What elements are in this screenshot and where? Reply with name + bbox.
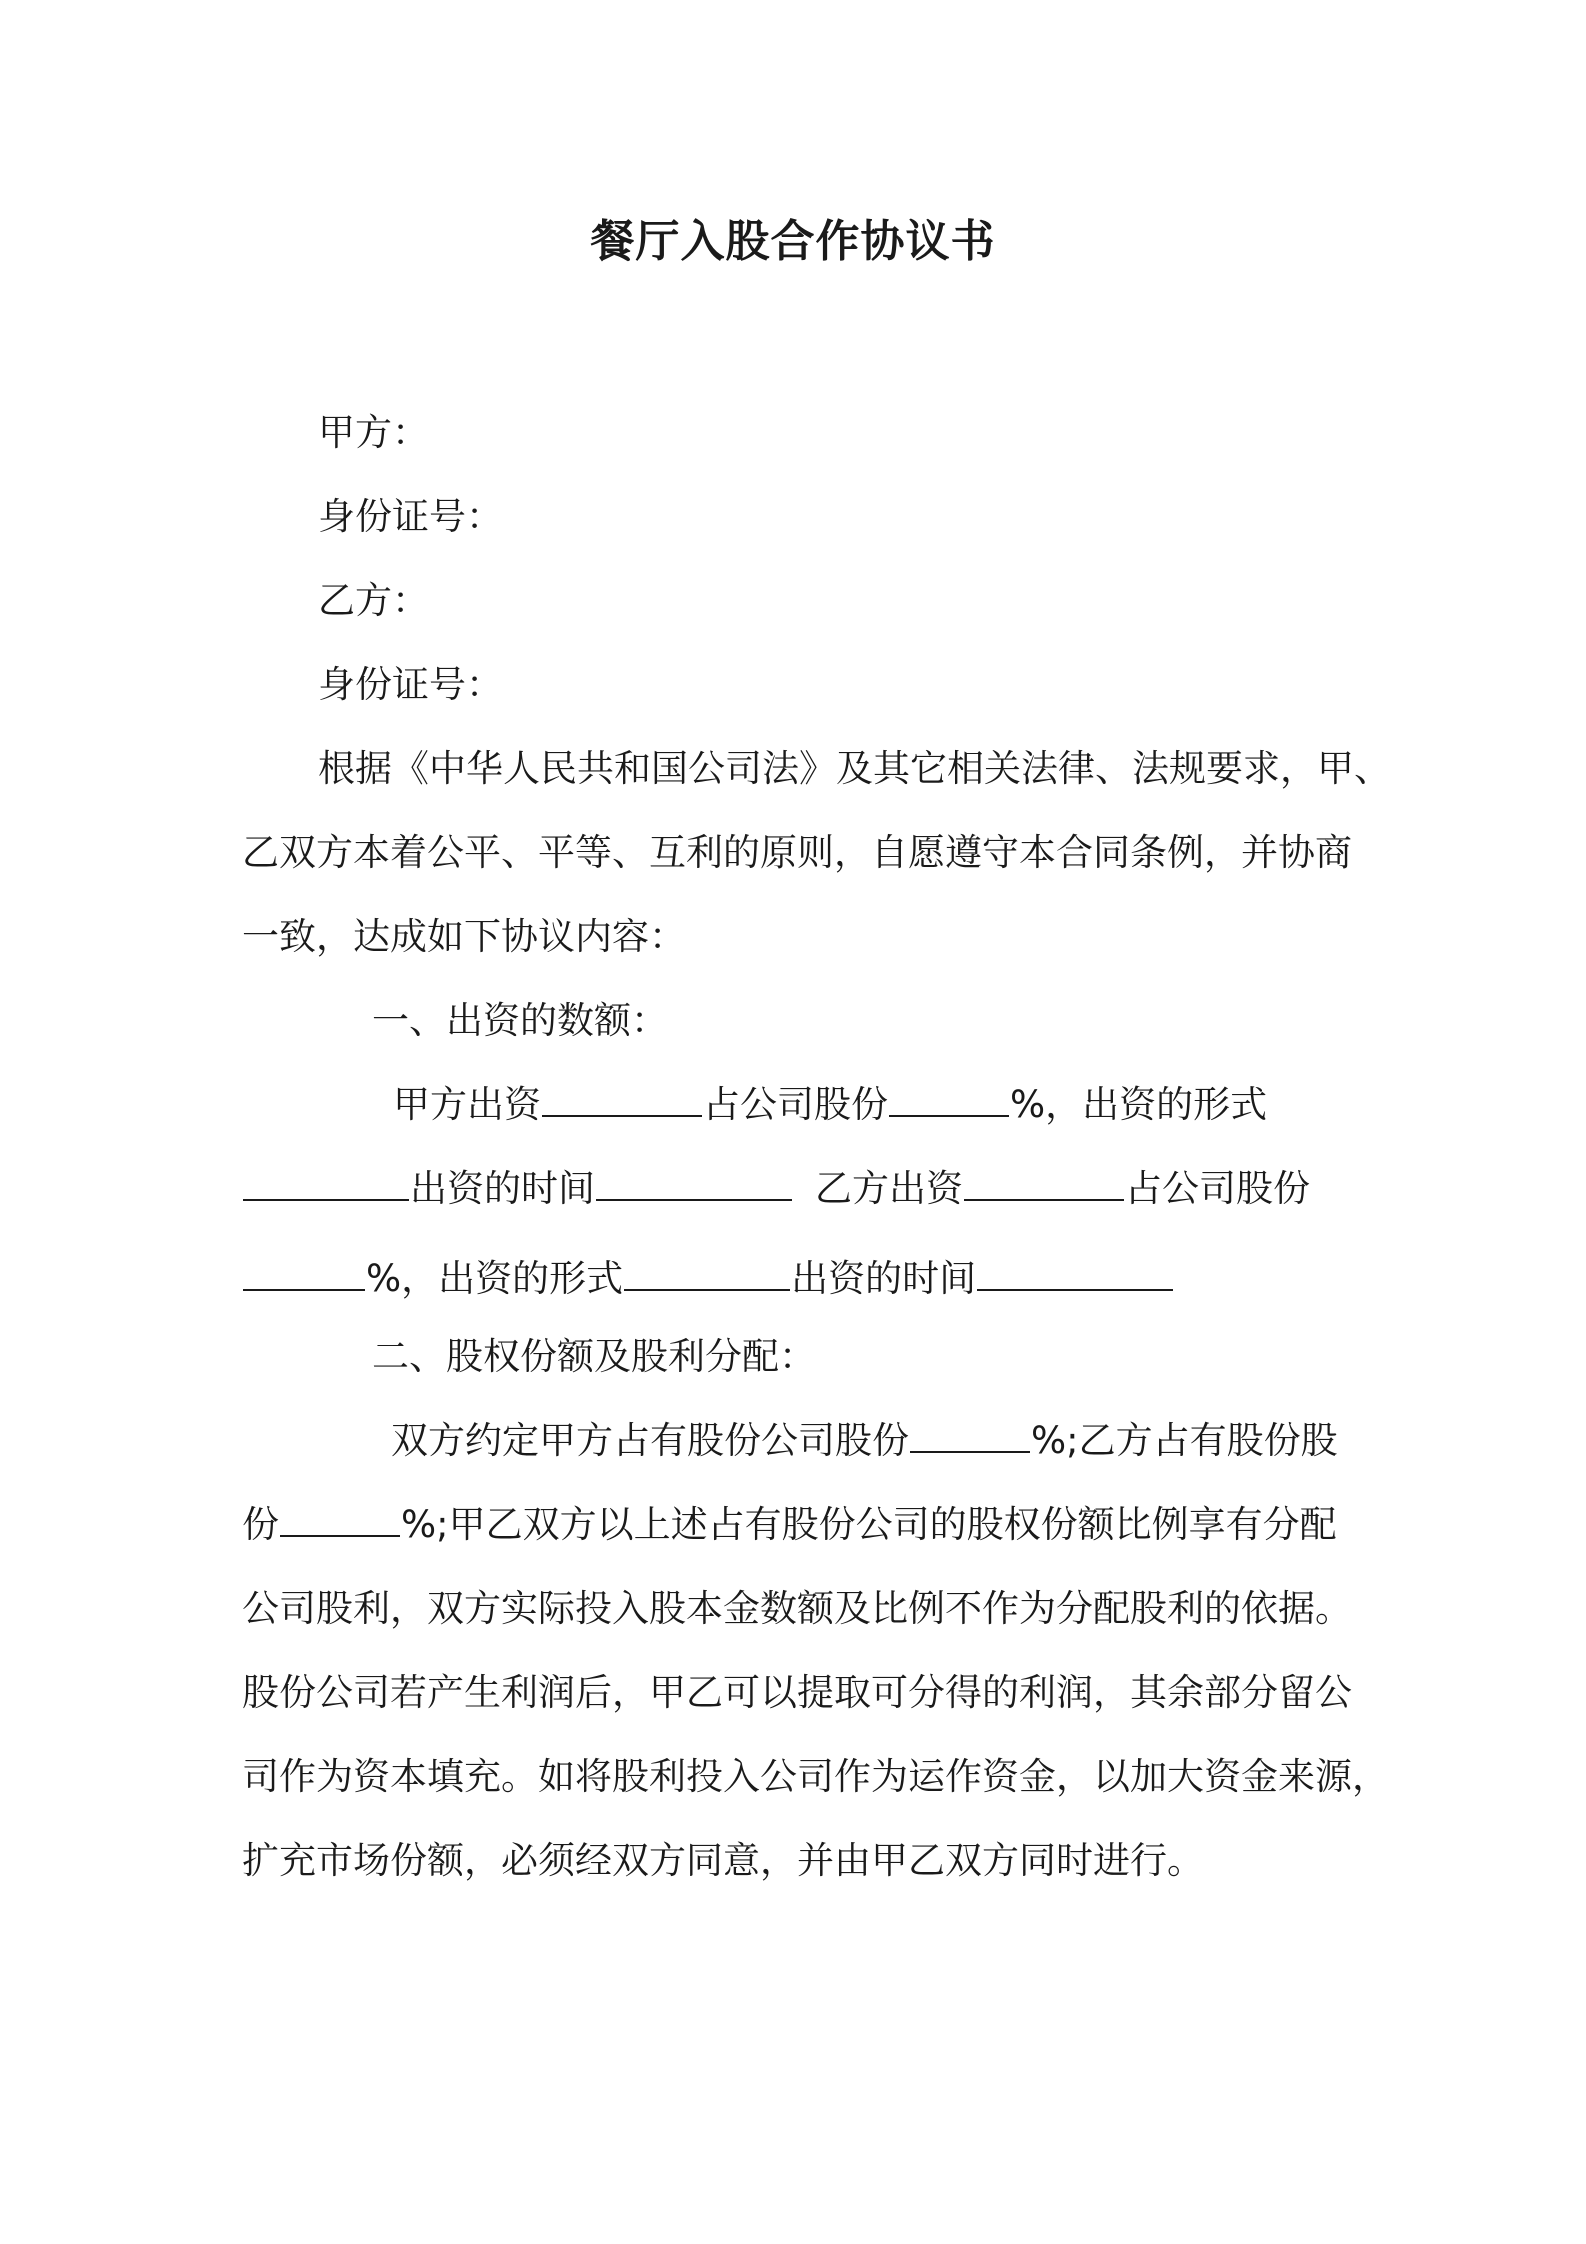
intro-line-3: 一致，达成如下协议内容： — [242, 915, 686, 958]
party-a-label: 甲方： — [318, 411, 429, 454]
party-a-id-label: 身份证号： — [318, 495, 503, 538]
section-2-body-line-1: 公司股利，双方实际投入股本金数额及比例不作为分配股利的依据。 — [242, 1587, 1352, 1630]
section-1-line-1-text-b: 占公司股份 — [703, 1083, 888, 1126]
party-b-equity-percent-blank[interactable] — [280, 1505, 400, 1537]
section-2-line-1 — [391, 1416, 1338, 1466]
section-1-line-2 — [242, 1164, 1310, 1214]
section-2-line-2 — [242, 1500, 1337, 1550]
intro-line-1: 根据《中华人民共和国公司法》及其它相关法律、法规要求，甲、 — [318, 747, 1391, 790]
party-a-investment-blank[interactable] — [542, 1085, 702, 1117]
party-a-investment-form-blank[interactable] — [243, 1169, 409, 1201]
party-b-share-percent-blank[interactable] — [243, 1259, 365, 1291]
section-1-line-2-text-c: 占公司股份 — [1125, 1167, 1310, 1210]
section-1-line-1-text-a: 甲方出资 — [393, 1083, 541, 1126]
intro-line-2: 乙双方本着公平、平等、互利的原则，自愿遵守本合同条例，并协商 — [242, 831, 1352, 874]
section-2-line-2-text-b: %;甲乙双方以上述占有股份公司的股权份额比例享有分配 — [401, 1503, 1337, 1546]
party-b-investment-form-blank[interactable] — [624, 1259, 790, 1291]
document-title: 餐厅入股合作协议书 — [590, 216, 996, 267]
party-a-share-percent-blank[interactable] — [889, 1085, 1009, 1117]
section-1-line-3-text-a: %，出资的形式 — [366, 1257, 624, 1300]
section-1-line-3-text-b: 出资的时间 — [791, 1257, 977, 1300]
section-1-line-3 — [242, 1254, 1174, 1304]
section-1-line-1-text-c: %，出资的形式 — [1010, 1083, 1268, 1126]
section-2-body-line-2: 股份公司若产生利润后，甲乙可以提取可分得的利润，其余部分留公 — [242, 1671, 1352, 1714]
section-2-line-1-text-a: 双方约定甲方占有股份公司股份 — [391, 1419, 909, 1462]
section-1-line-2-text-a: 出资的时间 — [410, 1167, 595, 1210]
section-2-body-line-3: 司作为资本填充。如将股利投入公司作为运作资金，以加大资金来源， — [242, 1755, 1389, 1798]
party-b-id-label: 身份证号： — [318, 663, 503, 706]
section-1-line-1 — [393, 1080, 1267, 1130]
section-2-heading: 二、股权份额及股利分配： — [372, 1335, 816, 1378]
section-1-line-2-text-b: 乙方出资 — [815, 1167, 963, 1210]
section-2-body-line-4: 扩充市场份额，必须经双方同意，并由甲乙双方同时进行。 — [242, 1839, 1204, 1882]
party-b-investment-time-blank[interactable] — [977, 1259, 1173, 1291]
party-a-investment-time-blank[interactable] — [596, 1169, 792, 1201]
party-b-investment-blank[interactable] — [964, 1169, 1124, 1201]
section-2-line-2-text-a: 份 — [242, 1503, 279, 1546]
section-1-heading: 一、出资的数额： — [372, 999, 668, 1042]
party-b-label: 乙方： — [318, 579, 429, 622]
party-a-equity-percent-blank[interactable] — [910, 1421, 1030, 1453]
section-2-line-1-text-b: %;乙方占有股份股 — [1031, 1419, 1338, 1462]
